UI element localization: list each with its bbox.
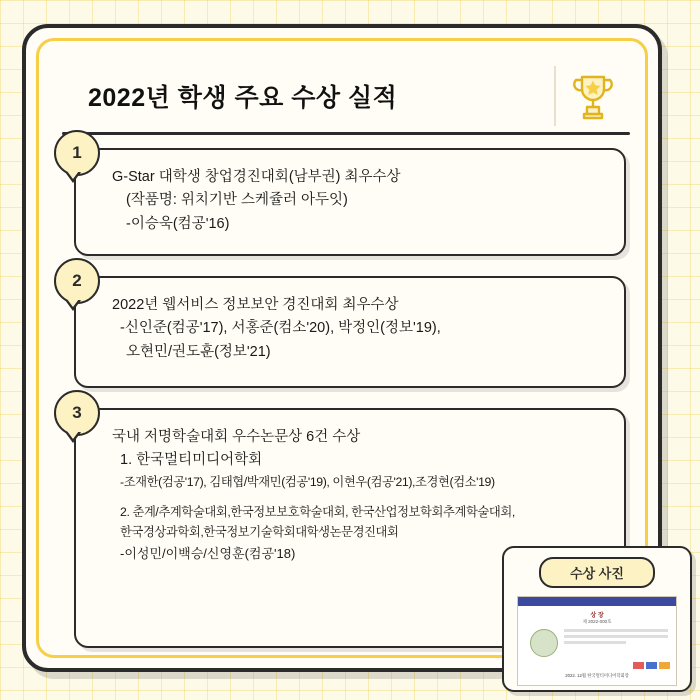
award-line: 오현민/권도훈(정보'21): [126, 343, 271, 360]
spacer: [112, 493, 606, 503]
award-line: 한국경상과학회,한국정보기술학회대학생논문경진대회: [120, 524, 399, 539]
award-line: -조재한(컴공'17), 김태협/박재민(컴공'19), 이현우(컴공'21),조경현(컴소'19): [120, 474, 495, 489]
certificate-title: 상 장: [590, 613, 604, 619]
award-number-badge: 2: [54, 258, 100, 304]
certificate-seal-icon: [530, 629, 558, 657]
certificate-logo-badges: [633, 662, 670, 669]
award-line: -이승욱(컴공'16): [126, 215, 230, 232]
award-line: (작품명: 위치기반 스케쥴러 아두잇): [126, 192, 348, 209]
award-item-1: [72, 143, 626, 256]
award-line: -이성민/이백승/신영훈(컴공'18): [120, 545, 296, 561]
award-line: G-Star 대학생 창업경진대회(남부권) 최우수상: [112, 169, 401, 185]
award-number-badge: 1: [54, 130, 100, 176]
trophy-icon: [556, 72, 630, 120]
certificate-text-row: [564, 635, 668, 638]
certificate-image: [517, 596, 677, 686]
award-line: -신인준(컴공'17), 서홍준(컴소'20), 박정인(정보'19),: [120, 320, 441, 337]
award-item-2: [72, 271, 626, 388]
award-photo-card: [502, 546, 692, 692]
award-line: 2022년 웹서비스 정보보안 경진대회 최우수상: [112, 297, 399, 313]
award-number-badge: 3: [54, 390, 100, 436]
certificate-text-row: [564, 629, 668, 632]
logo-badge: [646, 662, 657, 669]
photo-card-label: 수상 사진: [539, 557, 655, 588]
logo-badge: [633, 662, 644, 669]
certificate-text-rows: [564, 629, 668, 647]
poster-header: [62, 64, 630, 128]
award-line: 1. 한국멀티미디어학회: [120, 452, 263, 469]
header-rule: [62, 132, 630, 135]
award-line: 2. 춘계/추계학술대회,한국정보보호학술대회, 한국산업정보학회추계학술대회,: [120, 504, 515, 519]
certificate-subtitle: 제 2022-000호: [582, 619, 612, 624]
certificate-topbar: [518, 597, 676, 606]
certificate-text-row: [564, 641, 626, 644]
certificate-footer: 2022. 12월 한국멀티미디어학회장: [565, 673, 629, 678]
award-line: 국내 저명학술대회 우수논문상 6건 수상: [112, 429, 361, 445]
logo-badge: [659, 662, 670, 669]
page-title: 2022년 학생 주요 수상 실적: [88, 84, 398, 112]
